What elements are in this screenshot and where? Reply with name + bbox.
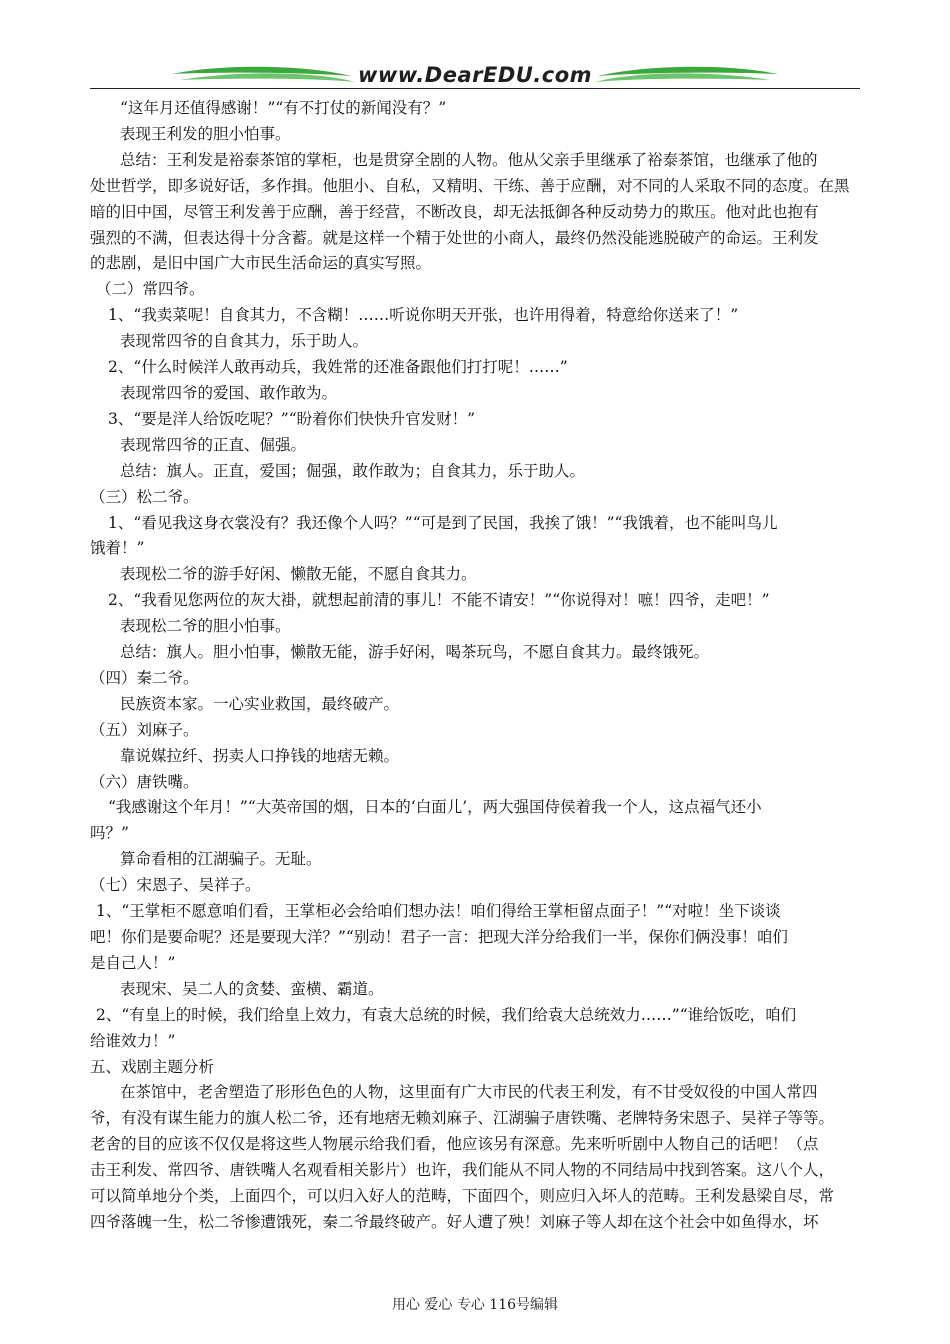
paragraph-line: 总结：旗人。胆小怕事，懒散无能，游手好闲，喝茶玩鸟，不愿自食其力。最终饿死。 (120, 643, 710, 662)
paragraph-line: （五）刘麻子。 (90, 720, 199, 739)
paragraph-line: 饿着！” (90, 539, 145, 558)
paragraph-line: 是自己人！” (90, 953, 176, 972)
paragraph-line: 表现松二爷的胆小怕事。 (120, 617, 291, 636)
paragraph-line: 总结：王利发是裕泰茶馆的掌柜，也是贯穿全剧的人物。他从父亲手里继承了裕泰茶馆，也继承了他的 (120, 150, 818, 169)
paragraph-line: 表现常四爷的自食其力，乐于助人。 (120, 332, 369, 351)
paragraph-line: 击王利发、常四爷、唐铁嘴人名观看相关影片）也许，我们能从不同人物的不同结局中找到答案。这八个人， (90, 1161, 835, 1180)
paragraph-line: 老舍的目的应该不仅仅是将这些人物展示给我们看，他应该另有深意。先来听听剧中人物自己的话吧！（点 (90, 1135, 819, 1154)
paragraph-line: 表现王利发的胆小怕事。 (120, 124, 291, 143)
paragraph-line: 在茶馆中，老舍塑造了形形色色的人物，这里面有广大市民的代表王利发，有不甘受奴役的中国人常四 (120, 1083, 818, 1102)
paragraph-line: 总结：旗人。正直，爱国；倔强，敢作敢为；自食其力，乐于助人。 (120, 461, 586, 480)
paragraph-line: 2、“我看见您两位的灰大褂，就想起前清的事儿！不能不请安！”“你说得对！嗻！四爷，走吧！” (108, 591, 770, 610)
paragraph-line: 五、戏剧主题分析 (90, 1057, 215, 1076)
paragraph-line: （四）秦二爷。 (90, 668, 199, 687)
document-body (90, 96, 860, 1236)
paragraph-line: 算命看相的江湖骗子。无耻。 (120, 850, 322, 869)
paragraph-line: 2、“有皇上的时候，我们给皇上效力，有袁大总统的时候，我们给袁大总统效力……”“谁给饭吃，咱们 (96, 1005, 797, 1024)
page-header (90, 60, 860, 90)
paragraph-line: 3、“要是洋人给饭吃呢？”“盼着你们快快升官发财！” (108, 409, 476, 428)
paragraph-line: 吧！你们是要命呢？还是要现大洋？”“别动！君子一言：把现大洋分给我们一半，保你们俩没事！咱们 (90, 928, 788, 946)
paragraph-line: （三）松二爷。 (90, 487, 199, 506)
paragraph-line: （二）常四爷。 (96, 280, 205, 299)
paragraph-line: 爷，有没有谋生能力的旗人松二爷，还有地痞无赖刘麻子、江湖骗子唐铁嘴、老牌特务宋恩子、吴祥子等等。 (90, 1109, 835, 1128)
paragraph-line: 1、“看见我这身衣裳没有？我还像个人吗？”“可是到了民国，我挨了饿！”“我饿着，也不能叫鸟儿 (108, 513, 778, 532)
paragraph-line: 2、“什么时候洋人敢再动兵，我姓常的还准备跟他们打打呢！……” (108, 358, 568, 377)
paragraph-line: 暗的旧中国，尽管王利发善于应酬，善于经营，不断改良，却无法抵御各种反动势力的欺压。他对此也抱有 (90, 202, 819, 221)
paragraph-line: 表现常四爷的正直、倔强。 (120, 435, 307, 454)
header-divider (90, 88, 860, 89)
paragraph-line: （七）宋恩子、吴祥子。 (90, 876, 261, 895)
paragraph-line: 靠说媒拉纤、拐卖人口挣钱的地痞无赖。 (120, 746, 400, 765)
page-footer: 用心 爱心 专心 116号编辑 (391, 1297, 559, 1313)
paragraph-line: 表现松二爷的游手好闲、懒散无能，不愿自食其力。 (120, 565, 477, 584)
paragraph-line: 强烈的不满，但表达得十分含蓄。就是这样一个精于处世的小商人，最终仍然没能逃脱破产的命运。王利发 (90, 228, 819, 247)
paragraph-line: “这年月还值得感谢！”“有不打仗的新闻没有？” (120, 99, 447, 117)
paragraph-line: 1、“王掌柜不愿意咱们看，王掌柜必会给咱们想办法！咱们得给王掌柜留点面子！”“对啦！坐下谈谈 (96, 902, 781, 921)
paragraph-line: 吗？” (90, 824, 129, 843)
paragraph-line: 的悲剧，是旧中国广大市民生活命运的真实写照。 (90, 254, 432, 273)
paragraph-line: 给谁效力！” (90, 1031, 176, 1050)
site-logo: www.DearEDU.com (357, 63, 593, 87)
paragraph-line: 1、“我卖菜呢！自食其力，不含糊！……听说你明天开张，也许用得着，特意给你送来了！” (108, 306, 739, 325)
paragraph-line: 可以简单地分个类，上面四个，可以归入好人的范畴，下面四个，则应归入坏人的范畴。王利发悬梁自尽，常 (90, 1187, 835, 1206)
paragraph-line: 表现宋、吴二人的贪婪、蛮横、霸道。 (120, 979, 384, 998)
paragraph-line: 处世哲学，即多说好话，多作揖。他胆小、自私，又精明、干练、善于应酬，对不同的人采取不同的态度。在黑 (90, 176, 850, 195)
paragraph-line: （六）唐铁嘴。 (90, 772, 199, 791)
paragraph-line: 民族资本家。一心实业救国，最终破产。 (120, 694, 400, 713)
paragraph-line: “我感谢这个年月！”“大英帝国的烟，日本的‘白面儿’，两大强国侍侯着我一个人，这点福气还小 (108, 798, 762, 817)
paragraph-line: 表现常四爷的爱国、敢作敢为。 (120, 383, 338, 402)
paragraph-line: 四爷落魄一生，松二爷惨遭饿死，秦二爷最终破产。好人遭了殃！刘麻子等人却在这个社会中如鱼得水，坏 (90, 1212, 819, 1231)
